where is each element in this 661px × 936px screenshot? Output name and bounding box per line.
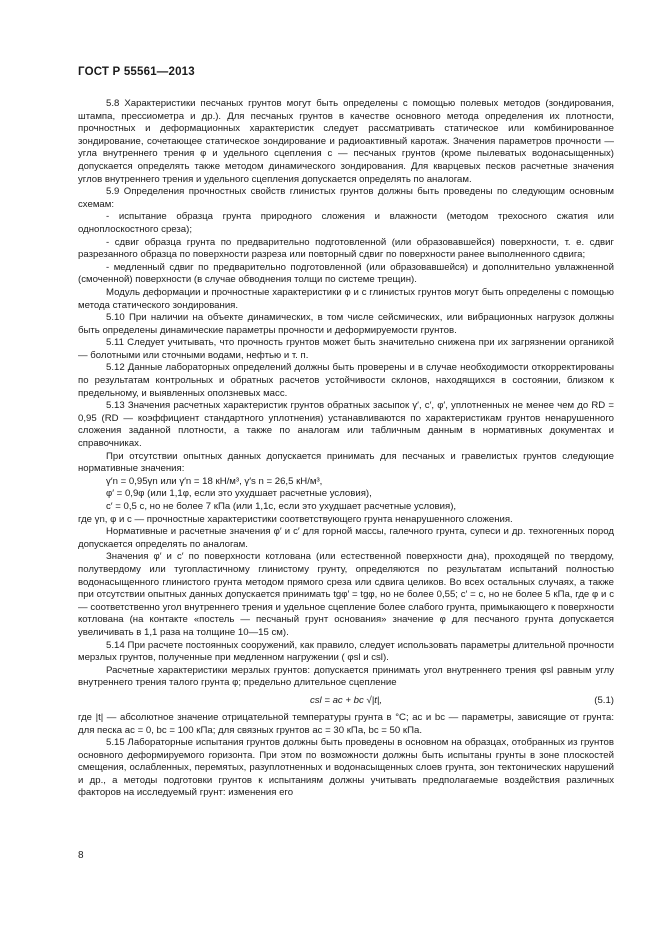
paragraph: где |t| — абсолютное значение отрицательной температуры грунта в °С; ac и bc — параметры, зависящие от грунта: для песка ac = 0, bc = 100 кПа; для связных грунтов ac = 30 кПа, bc = 50 кПа. <box>78 711 614 736</box>
paragraph: 5.9 Определения прочностных свойств глинистых грунтов должны быть проведены по следующим основным схемам: <box>78 186 614 210</box>
paragraph: Расчетные характеристики мерзлых грунтов: допускается принимать угол внутреннего трения φsl равным углу внутреннего трения талого грунта φ; предельно длительное сцепление <box>78 664 614 689</box>
paragraph: 5.12 Данные лабораторных определений должны быть проверены и в случае необходимости откорректированы по результатам контрольных и обратных расчетов устойчивости склонов, находящихся в состоянии, близком к предельному, и выявленных оползневых масс. <box>78 362 614 399</box>
paragraph: γ′n = 0,95γn или γ′n = 18 кН/м³, γ′s n = 26,5 кН/м³, <box>106 475 323 487</box>
paragraph: 5.13 Значения расчетных характеристик грунтов обратных засыпок γ′, c′, φ′, уплотненных не менее чем до RD = 0,95 (RD — коэффициент стандартного уплотнения) устанавливаются по характеристикам грунтов ненарушенного сложения заданной плотности, а также по аналогам или табличным данным в нормативных документах и справочниках. <box>78 400 614 450</box>
paragraph: где γn, φ и c — прочностные характеристики соответствующего грунта ненарушенного сложения. <box>78 513 513 525</box>
paragraphs-after-formula <box>78 712 614 800</box>
formula-5-1 <box>78 693 614 709</box>
paragraph: - испытание образца грунта природного сложения и влажности (методом трехосного сжатия или одноплоскостного среза); <box>78 211 614 235</box>
paragraph: 5.8 Характеристики песчаных грунтов могут быть определены с помощью полевых методов (зондирования, штампа, прессиометра и др.). Для песчаных грунтов в качестве основного метода определения их плотности, прочностных и деформационных характеристик следует рассматривать статическое или комбинированное зондирование, сочетающее статическое зондирование и радиоактивный каротаж. Значения параметров прочности — угла внутреннего трения φ и удельного сцепления c — песчаных грунтов (кроме пылеватых водонасыщенных) допускается определять также методом динамического зондирования. Для кварцевых песков расчетные значения углов внутреннего трения и удельного сцепления допускается определять по аналогам. <box>78 98 614 185</box>
paragraph: 5.15 Лабораторные испытания грунтов должны быть проведены в основном на образцах, отобранных из грунтов основного деформируемого горизонта. При этом по возможности должны быть испытаны грунты в зоне плоскостей смещения, ослабленных, перемятых, разуплотненных и водонасыщенных слоев грунта, зон тектонических нарушений и др., а методы подготовки грунтов к испытаниям должны учитывать предполагаемые воздействия различных факторов на исследуемый грунт: изменения его <box>78 737 614 799</box>
formula-number: (5.1) <box>594 694 614 706</box>
paragraph: Значения φ′ и c′ по поверхности котлована (или естественной поверхности дна), проходящей по твердому, полутвердому или тугопластичному глинистому грунту, определяются по результатам испытаний полностью водонасыщенного глинистого грунта методом прямого среза или сдвига целиков. Во всех остальных случаях, а также при отсутствии опытных данных допускается принимать tgφ′ = tgφ, но не более 0,55; c′ = c, но не более 5 кПа, где φ и c — соответственно угол внутреннего трения и удельное сцепление более слабого грунта, примыкающего к поверхности котлована (на контакте «постель — песчаный грунт основания» значение φ для песчаного грунта допускается увеличивать в 1,1 раза на толщине 10—15 см). <box>78 551 614 638</box>
paragraph: - сдвиг образца грунта по предварительно подготовленной (или образовавшейся) поверхности, т. е. сдвиг разрезанного образца по поверхности разреза или повторный сдвиг по поверхности ранее выполненного сдвига; <box>78 236 614 261</box>
paragraph: 5.14 При расчете постоянных сооружений, как правило, следует использовать параметры длительной прочности мерзлых грунтов, полученные при медленном нагружении ( φsl и csl). <box>78 639 614 664</box>
paragraphs-before-formula <box>78 98 614 690</box>
document-body <box>78 98 614 800</box>
paragraph: Нормативные и расчетные значения φ′ и c′ для горной массы, галечного грунта, супеси и др. техногенных пород допускается определять по аналогам. <box>78 526 614 550</box>
paragraph: 5.11 Следует учитывать, что прочность грунтов может быть значительно снижена при их загрязнении органикой — болотными или сточными водами, нефтью и т. п. <box>78 337 614 361</box>
paragraph: При отсутствии опытных данных допускается принимать для песчаных и гравелистых грунтов следующие нормативные значения: <box>78 450 614 475</box>
paragraph: Модуль деформации и прочностные характеристики φ и c глинистых грунтов могут быть определены с помощью метода статического зондирования. <box>78 286 614 311</box>
paragraph: 5.10 При наличии на объекте динамических, в том числе сейсмических, или вибрационных нагрузок должны быть определены динамические параметры прочности и деформируемости грунтов. <box>78 312 614 336</box>
formula-expression: csl = ac + bc √|t|, <box>309 694 383 706</box>
paragraph: c′ = 0,5 c, но не более 7 кПа (или 1,1c, если это ухудшает расчетные условия), <box>106 501 457 512</box>
page-header: ГОСТ Р 55561—2013 <box>78 66 195 78</box>
paragraph: φ′ = 0,9φ (или 1,1φ, если это ухудшает расчетные условия), <box>106 488 372 500</box>
paragraph: - медленный сдвиг по предварительно подготовленной (или образовавшейся) и дополнительно увлажненной (смоченной) поверхности (в случае обводнения толщи по системе трещин). <box>78 261 614 286</box>
page-number: 8 <box>78 850 84 861</box>
